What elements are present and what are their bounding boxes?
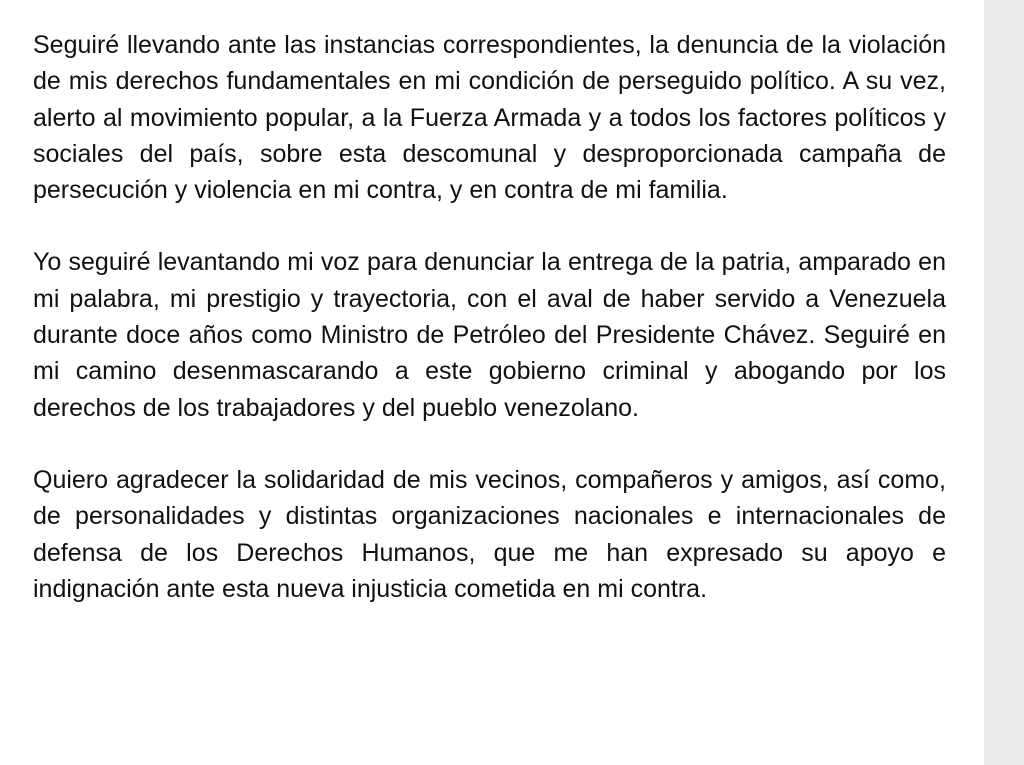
right-margin-strip [984, 0, 1024, 765]
document-body [33, 27, 946, 607]
paragraph-1: Seguiré llevando ante las instancias correspondientes, la denuncia de la violación de mis derechos fundamentales en mi condición de perseguido político. A su vez, alerto al movimiento popular, a la Fuerza Armada y a todos los factores políticos y sociales del país, sobre esta descomunal y desproporcionada campaña de persecución y violencia en mi contra, y en contra de mi familia. [33, 31, 946, 205]
paragraph-2: Yo seguiré levantando mi voz para denunciar la entrega de la patria, amparado en mi palabra, mi prestigio y trayectoria, con el aval de haber servido a Venezuela durante doce años como Ministro de Petróleo del Presidente Chávez. Seguiré en mi camino desenmascarando a este gobierno criminal y abogando por los derechos de los trabajadores y del pueblo venezolano. [33, 248, 946, 422]
paragraph-3: Quiero agradecer la solidaridad de mis vecinos, compañeros y amigos, así como, de personalidades y distintas organizaciones nacionales e internacionales de defensa de los Derechos Humanos, que me han expresado su apoyo e indignación ante esta nueva injusticia cometida en mi contra. [33, 465, 946, 603]
